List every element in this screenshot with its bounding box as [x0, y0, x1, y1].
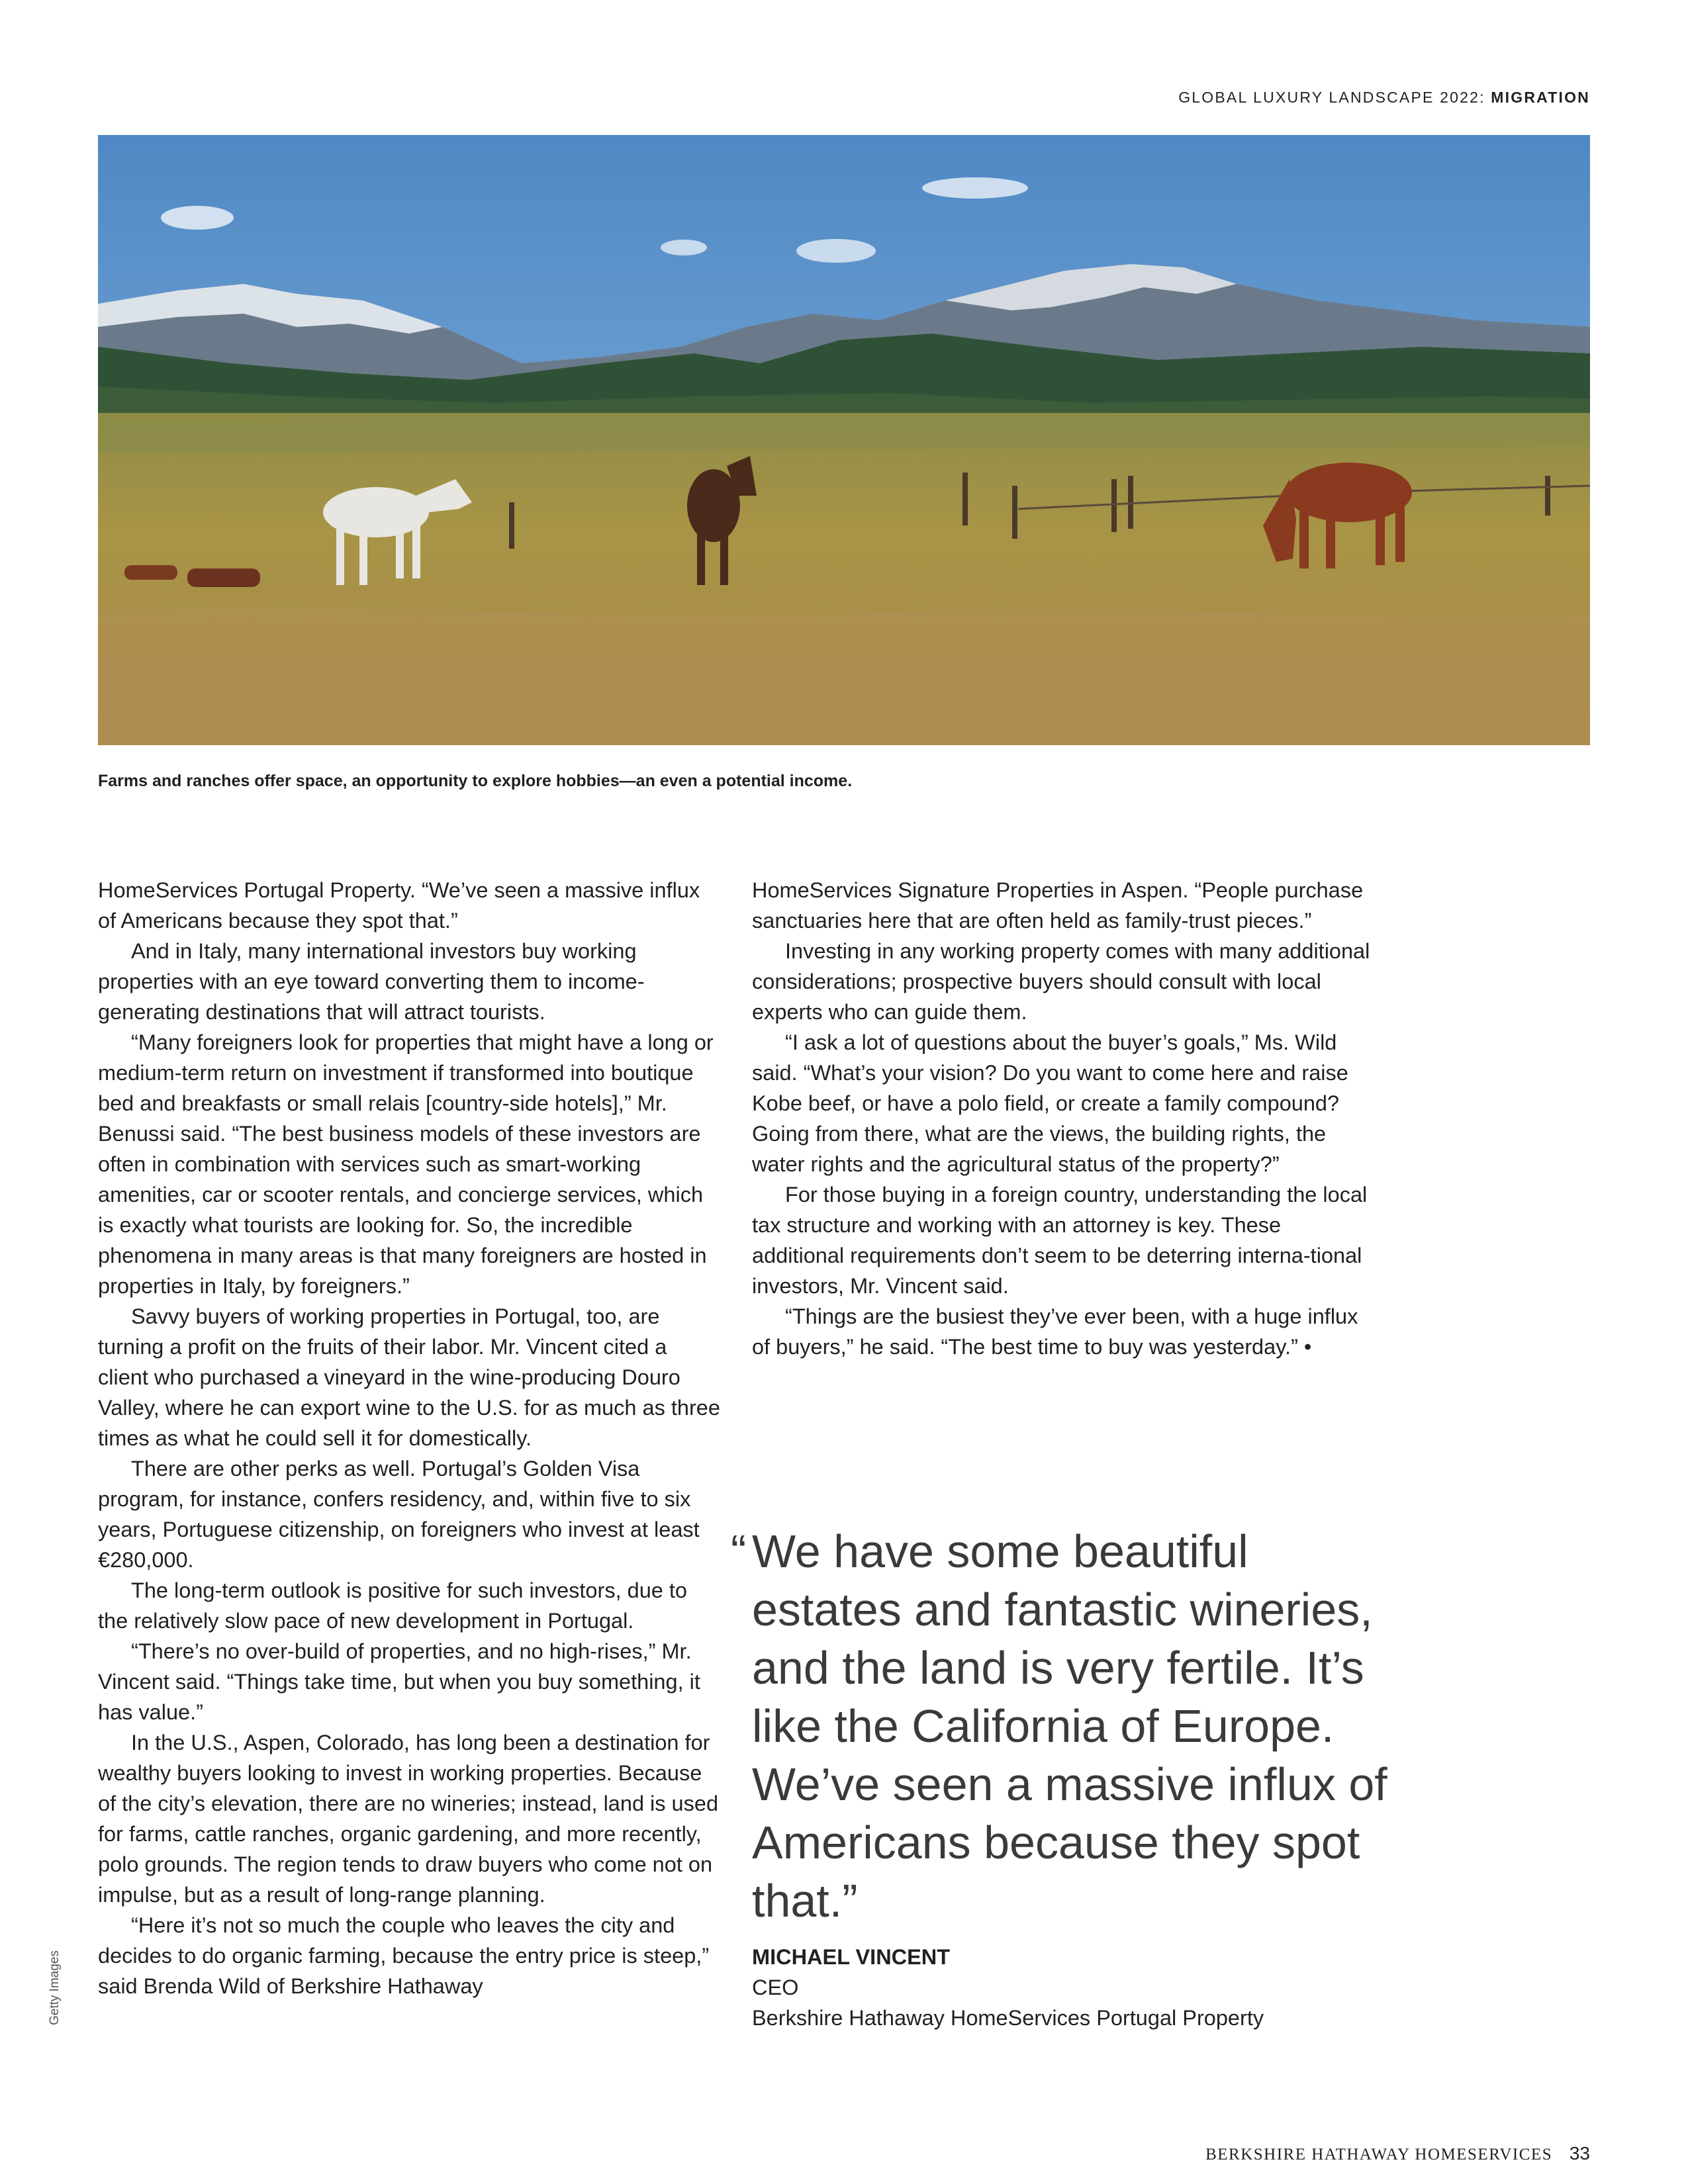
page-footer	[1205, 2143, 1590, 2164]
attribution-company: Berkshire Hathaway HomeServices Portugal Property	[752, 2006, 1264, 2030]
pull-quote	[731, 1522, 1393, 1930]
pull-quote-text: We have some beautiful estates and fantastic wineries, and the land is very fertile. It’s like the California of Europe. We’ve seen a massive influx of Americans because they spot that.”	[752, 1525, 1387, 1927]
page-number: 33	[1569, 2143, 1590, 2163]
header-topic: MIGRATION	[1491, 89, 1590, 106]
photo-credit: Getty Images	[48, 1950, 62, 2025]
attribution-title: CEO	[752, 1976, 799, 1999]
horses-ranch-photo	[98, 135, 1590, 745]
paragraph: For those buying in a foreign country, understanding the local tax structure and working with an attorney is key. These additional requirements don’t seem to be deterring interna-tional investors, Mr. Vincent said.	[752, 1183, 1368, 1298]
footer-publication: BERKSHIRE HATHAWAY HOMESERVICES	[1205, 2146, 1553, 2163]
open-quote-mark: “	[731, 1525, 747, 1577]
paragraph: “I ask a lot of questions about the buyer’s goals,” Ms. Wild said. “What’s your vision? Do you want to come here and raise Kobe beef, or have a polo field, or create a family compound? Going from there, what are the views, the building rights, the water rights and the agricultural status of the property?”	[752, 1030, 1348, 1176]
header-section: GLOBAL LUXURY LANDSCAPE 2022:	[1178, 89, 1485, 106]
paragraph: “There’s no over-build of properties, and no high-rises,” Mr. Vincent said. “Things take time, but when you buy something, it has value.”	[98, 1639, 700, 1724]
attribution-name: MICHAEL VINCENT	[752, 1945, 951, 1969]
paragraph: “Many foreigners look for properties that might have a long or medium-term return on investment if transformed into boutique bed and breakfasts or small relais [country-side hotels],” Mr. Benussi said. “The best business models of these investors are often in combination with services such as smart-working amenities, car or scooter rentals, and concierge services, which is exactly what tourists are looking for. So, the incredible phenomena in many areas is that many foreigners are hosted in properties in Italy, by foreigners.”	[98, 1030, 714, 1298]
paragraph: And in Italy, many international investors buy working properties with an eye toward converting them to income-generating destinations that will attract tourists.	[98, 939, 645, 1024]
article-column-right	[752, 875, 1374, 1362]
paragraph: Savvy buyers of working properties in Portugal, too, are turning a profit on the fruits of their labor. Mr. Vincent cited a client who purchased a vineyard in the wine-producing Douro Valley, where he can export wine to the U.S. for as much as three times as what he could sell it for domestically.	[98, 1304, 720, 1450]
paragraph: The long-term outlook is positive for such investors, due to the relatively slow pace of new development in Portugal.	[98, 1578, 687, 1633]
paragraph: HomeServices Signature Properties in Aspen. “People purchase sanctuaries here that are often held as family-trust pieces.”	[752, 878, 1364, 933]
article-column-left	[98, 875, 720, 2001]
paragraph: There are other perks as well. Portugal’s Golden Visa program, for instance, confers residency, and, within five to six years, Portuguese citizenship, on foreigners who invest at least €280,000.	[98, 1457, 700, 1572]
paragraph: “Here it’s not so much the couple who leaves the city and decides to do organic farming, because the entry price is steep,” said Brenda Wild of Berkshire Hathaway	[98, 1913, 710, 1998]
paragraph: HomeServices Portugal Property. “We’ve seen a massive influx of Americans because they spot that.”	[98, 878, 700, 933]
paragraph: In the U.S., Aspen, Colorado, has long been a destination for wealthy buyers looking to invest in working properties. Because of the city’s elevation, there are no wineries; instead, land is used for farms, cattle ranches, organic gardening, and more recently, polo grounds. The region tends to draw buyers who come not on impulse, but as a result of long-range planning.	[98, 1731, 719, 1907]
photo-caption: Farms and ranches offer space, an opportunity to explore hobbies—an even a potential income.	[98, 772, 853, 790]
paragraph: “Things are the busiest they’ve ever been, with a huge influx of buyers,” he said. “The best time to buy was yesterday.” •	[752, 1304, 1358, 1359]
running-header	[1178, 89, 1590, 107]
paragraph: Investing in any working property comes with many additional considerations; prospective buyers should consult with local experts who can guide them.	[752, 939, 1370, 1024]
quote-attribution	[752, 1942, 1264, 2033]
landscape-photo	[98, 135, 1590, 745]
